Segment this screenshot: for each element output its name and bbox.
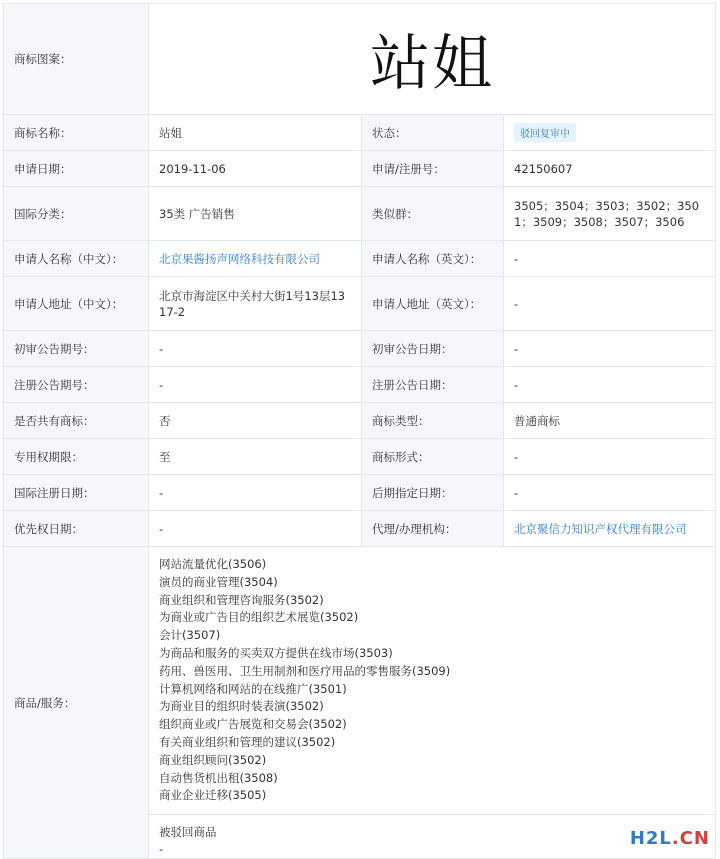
applicant-en-label: 申请人名称（英文）： xyxy=(362,241,504,277)
goods-item: 为商业或广告目的组织艺术展览(3502) xyxy=(159,609,705,627)
prelim-no-value: - xyxy=(149,331,362,367)
row-date-regno xyxy=(4,151,716,187)
reg-no-label: 申请/注册号： xyxy=(362,151,504,187)
app-date-value: 2019-11-06 xyxy=(149,151,362,187)
reg-pub-date-value: - xyxy=(504,367,716,403)
priority-date-value: - xyxy=(149,511,362,547)
intl-reg-date-value: - xyxy=(149,475,362,511)
goods-item: 自动售货机出租(3508) xyxy=(159,770,705,788)
goods-item: 为商品和服务的买卖双方提供在线市场(3503) xyxy=(159,645,705,663)
applicant-en-value: - xyxy=(504,241,716,277)
row-period-form xyxy=(4,439,716,475)
later-date-label: 后期指定日期： xyxy=(362,475,504,511)
reg-pub-no-value: - xyxy=(149,367,362,403)
rejected-goods-title: 被驳回商品 xyxy=(159,824,705,841)
address-cn-value: 北京市海淀区中关村大街1号13层1317-2 xyxy=(149,277,362,331)
row-shared-type xyxy=(4,403,716,439)
applicant-cn-label: 申请人名称（中文）： xyxy=(4,241,149,277)
goods-list xyxy=(159,547,705,814)
agent-link[interactable]: 北京聚信力知识产权代理有限公司 xyxy=(514,522,687,536)
prelim-date-label: 初审公告日期： xyxy=(362,331,504,367)
watermark-part2: .CN xyxy=(672,828,710,849)
goods-item: 网站流量优化(3506) xyxy=(159,556,705,574)
row-priority-agent xyxy=(4,511,716,547)
intl-class-label: 国际分类： xyxy=(4,187,149,241)
goods-item: 计算机网络和网站的在线推广(3501) xyxy=(159,681,705,699)
goods-item: 商业组织顾问(3502) xyxy=(159,752,705,770)
tm-form-value: - xyxy=(504,439,716,475)
goods-item: 会计(3507) xyxy=(159,627,705,645)
reg-no-value: 42150607 xyxy=(504,151,716,187)
name-label: 商标名称： xyxy=(4,115,149,151)
row-reg-pub xyxy=(4,367,716,403)
exclusive-period-label: 专用权期限： xyxy=(4,439,149,475)
watermark-logo xyxy=(630,828,710,849)
row-applicant-name xyxy=(4,241,716,277)
tm-type-label: 商标类型： xyxy=(362,403,504,439)
agent-label: 代理/办理机构： xyxy=(362,511,504,547)
shared-value: 否 xyxy=(149,403,362,439)
row-goods xyxy=(4,547,716,815)
status-label: 状态： xyxy=(362,115,504,151)
intl-class-value: 35类 广告销售 xyxy=(149,187,362,241)
goods-item: 商业企业迁移(3505) xyxy=(159,787,705,805)
reg-pub-no-label: 注册公告期号： xyxy=(4,367,149,403)
tm-form-label: 商标形式： xyxy=(362,439,504,475)
goods-item: 为商业目的组织时装表演(3502) xyxy=(159,698,705,716)
shared-label: 是否共有商标： xyxy=(4,403,149,439)
row-pattern xyxy=(4,4,716,115)
address-cn-label: 申请人地址（中文）： xyxy=(4,277,149,331)
trademark-detail-table xyxy=(3,3,716,859)
row-class-group xyxy=(4,187,716,241)
goods-item: 演员的商业管理(3504) xyxy=(159,574,705,592)
exclusive-period-value: 至 xyxy=(149,439,362,475)
intl-reg-date-label: 国际注册日期： xyxy=(4,475,149,511)
rejected-goods-value: - xyxy=(159,841,705,858)
name-value: 站姐 xyxy=(149,115,362,151)
goods-item: 有关商业组织和管理的建议(3502) xyxy=(159,734,705,752)
goods-item: 商业组织和管理咨询服务(3502) xyxy=(159,592,705,610)
prelim-no-label: 初审公告期号： xyxy=(4,331,149,367)
address-en-value: - xyxy=(504,277,716,331)
address-en-label: 申请人地址（英文）： xyxy=(362,277,504,331)
status-badge: 驳回复审中 xyxy=(514,123,576,142)
goods-label: 商品/服务： xyxy=(4,547,149,859)
tm-type-value: 普通商标 xyxy=(504,403,716,439)
app-date-label: 申请日期： xyxy=(4,151,149,187)
goods-item: 组织商业或广告展览和交易会(3502) xyxy=(159,716,705,734)
reg-pub-date-label: 注册公告日期： xyxy=(362,367,504,403)
row-prelim xyxy=(4,331,716,367)
prelim-date-value: - xyxy=(504,331,716,367)
similar-group-value: 3505；3504；3503；3502；3501；3509；3508；3507；3506 xyxy=(504,187,716,241)
row-intl-later xyxy=(4,475,716,511)
row-name-status xyxy=(4,115,716,151)
pattern-label: 商标图案： xyxy=(4,4,149,115)
watermark-part1: H2L xyxy=(630,828,672,849)
similar-group-label: 类似群： xyxy=(362,187,504,241)
trademark-pattern: 站姐 xyxy=(149,4,716,115)
goods-item: 药用、兽医用、卫生用制剂和医疗用品的零售服务(3509) xyxy=(159,663,705,681)
later-date-value: - xyxy=(504,475,716,511)
priority-date-label: 优先权日期： xyxy=(4,511,149,547)
row-applicant-address xyxy=(4,277,716,331)
applicant-cn-link[interactable]: 北京果酱扬声网络科技有限公司 xyxy=(159,252,320,266)
